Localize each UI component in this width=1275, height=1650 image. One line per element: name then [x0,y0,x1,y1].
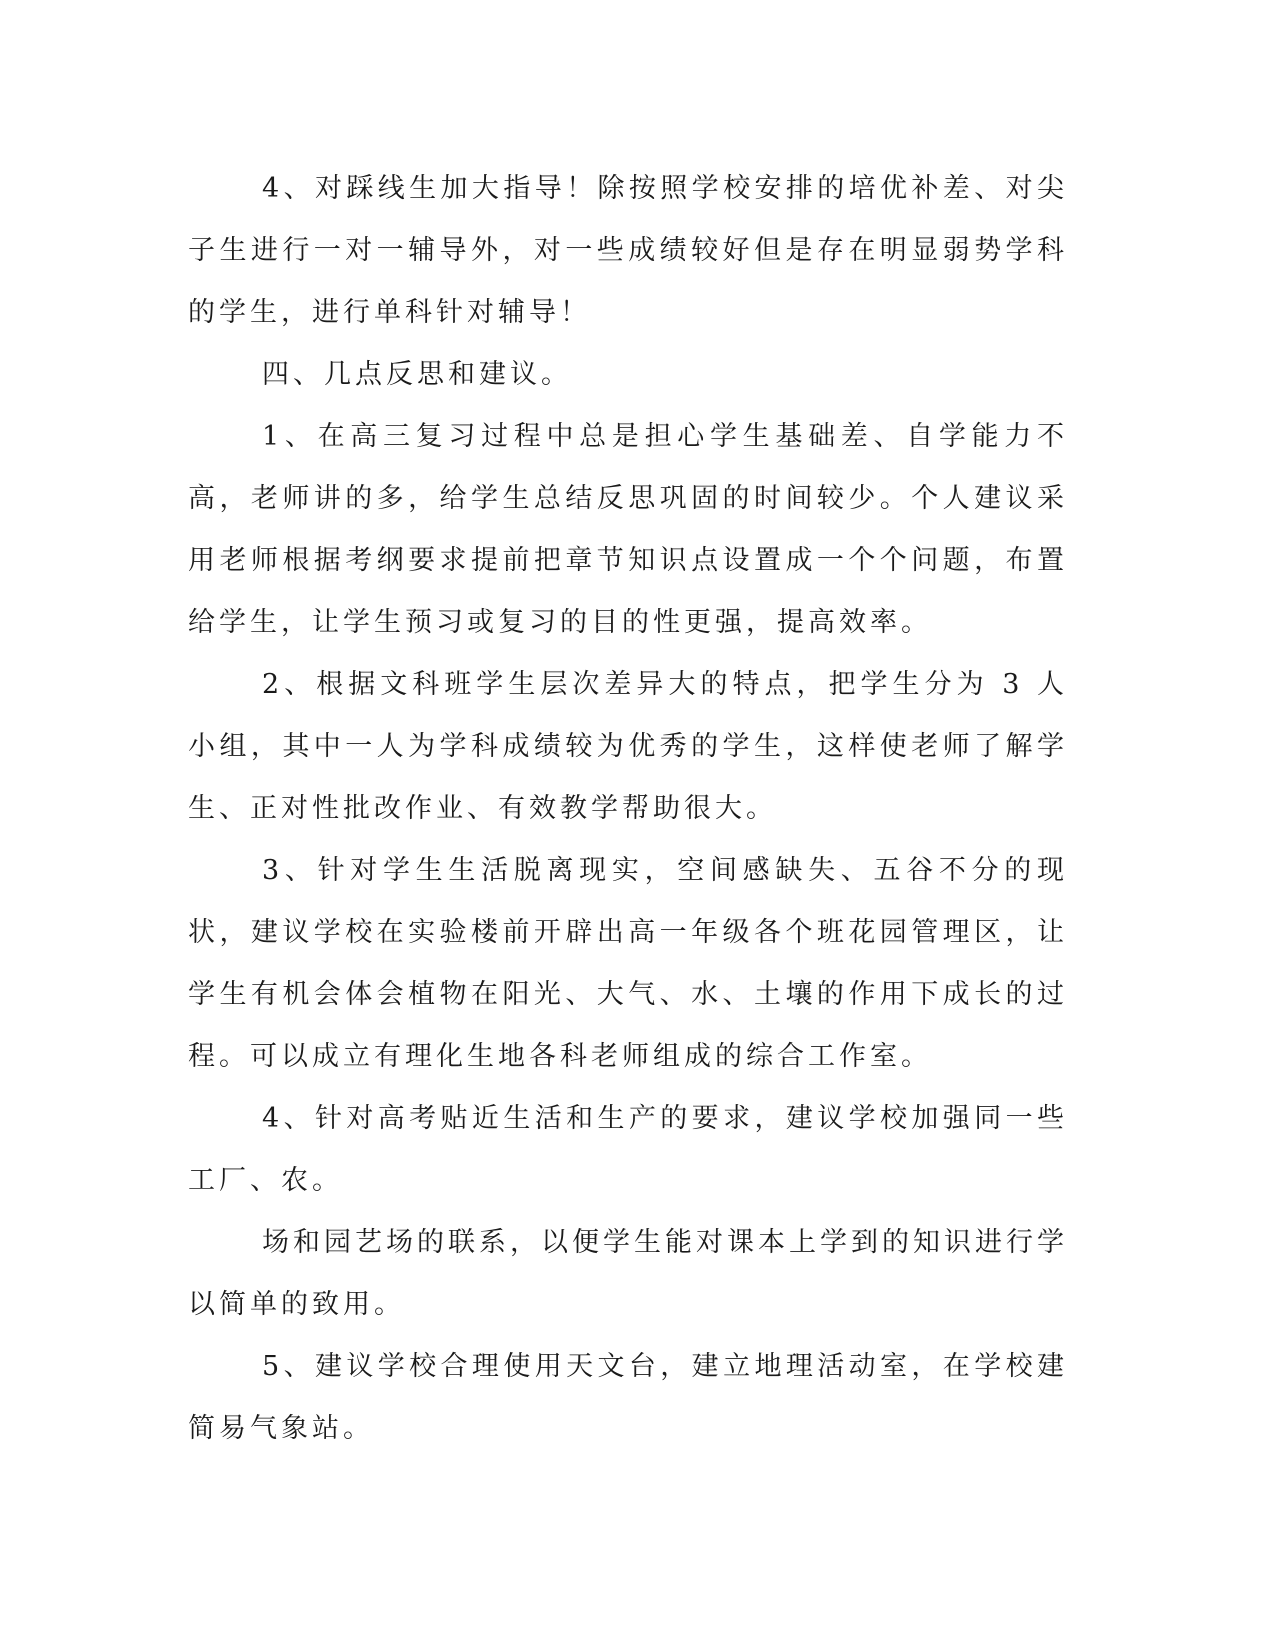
paragraph-suggestion-4-continued: 场和园艺场的联系，以便学生能对课本上学到的知识进行学以简单的致用。 [188,1227,1068,1320]
paragraph-suggestion-5: 5、建议学校合理使用天文台，建立地理活动室，在学校建简易气象站。 [188,1351,1068,1444]
paragraph-suggestion-1: 1、在高三复习过程中总是担心学生基础差、自学能力不高，老师讲的多，给学生总结反思巩固的时间较少。个人建议采用老师根据考纲要求提前把章节知识点设置成一个个问题，布置给学生，让学生预习或复习的目的性更强，提高效率。 [188,421,1068,638]
paragraph-suggestion-4: 4、针对高考贴近生活和生产的要求，建议学校加强同一些工厂、农。 [188,1103,1068,1196]
paragraph-suggestion-3: 3、针对学生生活脱离现实，空间感缺失、五谷不分的现状，建议学校在实验楼前开辟出高一年级各个班花园管理区，让学生有机会体会植物在阳光、大气、水、土壤的作用下成长的过程。可以成立有理化生地各科老师组成的综合工作室。 [188,855,1068,1072]
paragraph-guidance-borderline-students: 4、对踩线生加大指导！除按照学校安排的培优补差、对尖子生进行一对一辅导外，对一些成绩较好但是存在明显弱势学科的学生，进行单科针对辅导！ [188,173,1068,328]
document-body [188,158,1068,1460]
paragraph-suggestion-2: 2、根据文科班学生层次差异大的特点，把学生分为 3 人小组，其中一人为学科成绩较为优秀的学生，这样使老师了解学生、正对性批改作业、有效教学帮助很大。 [188,669,1068,824]
section-heading-reflections: 四、几点反思和建议。 [262,359,572,390]
